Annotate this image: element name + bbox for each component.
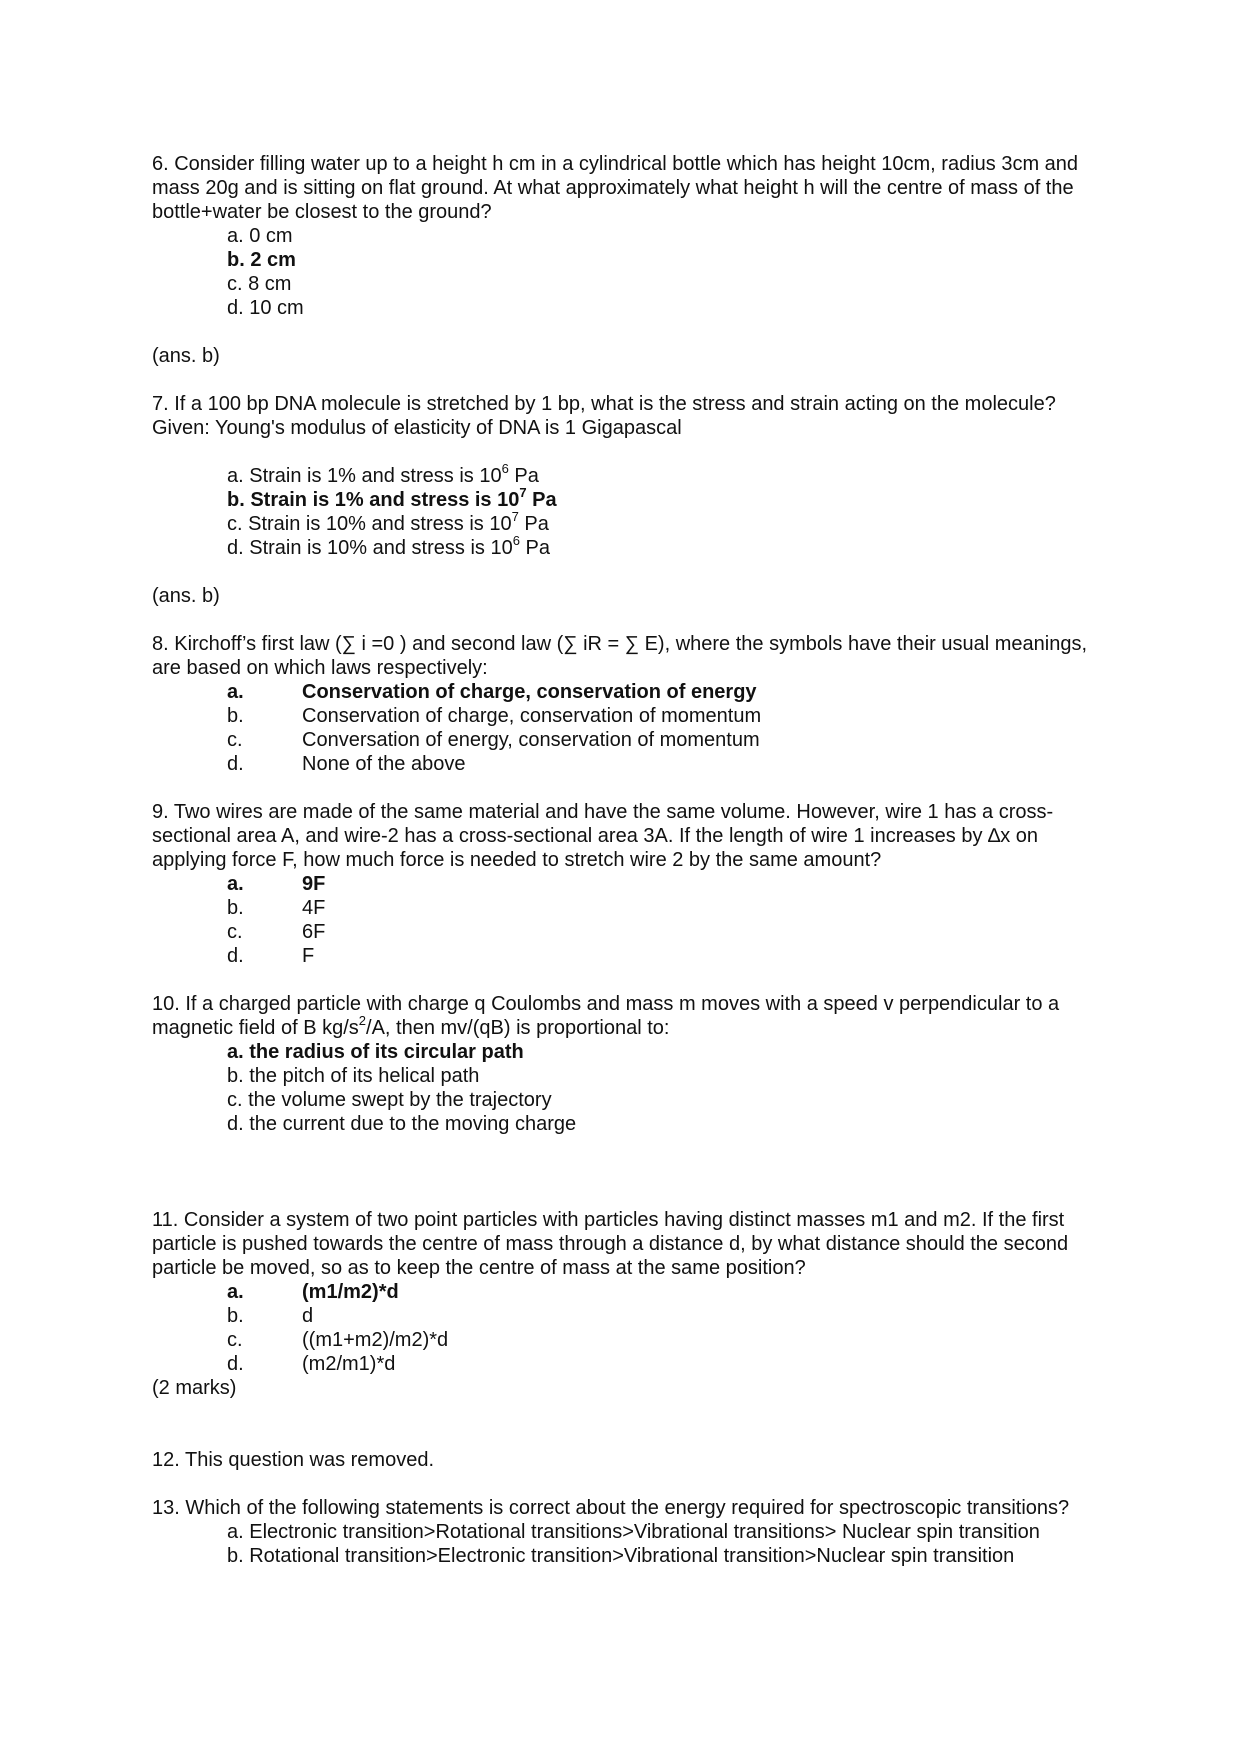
question-11-option-a: a. (m1/m2)*d bbox=[227, 1281, 399, 1303]
question-8-option-a: a. Conservation of charge, conservation of energy bbox=[227, 681, 757, 703]
question-10-option-c: c. the volume swept by the trajectory bbox=[227, 1089, 552, 1111]
question-9-text: 9. Two wires are made of the same material and have the same volume. However, wire 1 has a cross-sectional area A, and wire-2 has a cross-sectional area 3A. If the length of wire 1 increases by ∆x on applying force F, how much force is needed to stretch wire 2 by the same amount? bbox=[152, 801, 1054, 871]
question-10-option-d: d. the current due to the moving charge bbox=[227, 1113, 577, 1135]
question-11-option-d: d. (m2/m1)*d bbox=[227, 1353, 396, 1375]
question-10-text: 10. If a charged particle with charge q Coulombs and mass m moves with a speed v perpendicular to a magnetic field of B $kg/s^2/A$, then mv/(qB) is proportional to: bbox=[152, 993, 1060, 1039]
question-10-options bbox=[152, 1040, 1102, 1136]
question-7-option-a: a. Strain is 1% and stress is $10^6$ Pa bbox=[227, 461, 539, 487]
question-8-options bbox=[152, 680, 1102, 776]
question-11-marks: (2 marks) bbox=[152, 1377, 237, 1399]
question-10-option-b: b. the pitch of its helical path bbox=[227, 1065, 480, 1087]
question-9-option-b: b. 4F bbox=[227, 897, 326, 919]
question-11-options bbox=[152, 1280, 1102, 1376]
question-9-options bbox=[152, 872, 1102, 968]
document-page bbox=[152, 152, 1102, 1568]
question-6-option-d: d. 10 cm bbox=[227, 297, 304, 319]
question-8-option-b: b. Conservation of charge, conservation of momentum bbox=[227, 705, 762, 727]
question-6-option-b: b. 2 cm bbox=[227, 249, 296, 271]
question-13-option-a: a. Electronic transition>Rotational transitions>Vibrational transitions> Nuclear spin transition bbox=[227, 1521, 1040, 1543]
question-11-option-b: b. d bbox=[227, 1305, 314, 1327]
question-6-option-c: c. 8 cm bbox=[227, 273, 292, 295]
question-6-options bbox=[152, 224, 1102, 320]
question-7-options bbox=[152, 461, 1102, 560]
question-8-option-c: c. Conversation of energy, conservation of momentum bbox=[227, 729, 760, 751]
question-7-text: 7. If a 100 bp DNA molecule is stretched by 1 bp, what is the stress and strain acting on the molecule? Given: Young's modulus of elasticity of DNA is 1 Gigapascal bbox=[152, 393, 1056, 439]
question-6-option-a: a. 0 cm bbox=[227, 225, 293, 247]
question-9-option-d: d. F bbox=[227, 945, 315, 967]
question-13-option-b: b. Rotational transition>Electronic transition>Vibrational transition>Nuclear spin transition bbox=[227, 1545, 1015, 1567]
question-11-option-c: c. ((m1+m2)/m2)*d bbox=[227, 1329, 449, 1351]
question-10-option-a: a. the radius of its circular path bbox=[227, 1041, 524, 1063]
question-13-text: 13. Which of the following statements is correct about the energy required for spectroscopic transitions? bbox=[152, 1497, 1070, 1519]
question-11-text: 11. Consider a system of two point particles with particles having distinct masses m1 and m2. If the first particle is pushed towards the centre of mass through a distance d, by what distance should the second particle be moved, so as to keep the centre of mass at the same position? bbox=[152, 1209, 1069, 1279]
question-6-text: 6. Consider filling water up to a height h cm in a cylindrical bottle which has height 10cm, radius 3cm and mass 20g and is sitting on flat ground. At what approximately what height h will the centre of mass of the bottle+water be closest to the ground? bbox=[152, 153, 1079, 223]
question-7-option-d: d. Strain is 10% and stress is $10^6$ Pa bbox=[227, 533, 550, 559]
question-8-option-d: d. None of the above bbox=[227, 753, 466, 775]
question-7-option-b: b. Strain is 1% and stress is $10^7$ Pa bbox=[227, 485, 557, 511]
question-6-answer: (ans. b) bbox=[152, 345, 220, 367]
question-8-text: 8. Kirchoff’s first law (∑ i =0 ) and second law (∑ iR = ∑ E), where the symbols have their usual meanings, are based on which laws respectively: bbox=[152, 633, 1088, 679]
question-12-text: 12. This question was removed. bbox=[152, 1449, 435, 1471]
question-7-option-c: c. Strain is 10% and stress is $10^7$ Pa bbox=[227, 509, 549, 535]
question-13-options bbox=[152, 1520, 1102, 1568]
question-7-answer: (ans. b) bbox=[152, 585, 220, 607]
question-9-option-a: a. 9F bbox=[227, 873, 326, 895]
question-9-option-c: c. 6F bbox=[227, 921, 326, 943]
